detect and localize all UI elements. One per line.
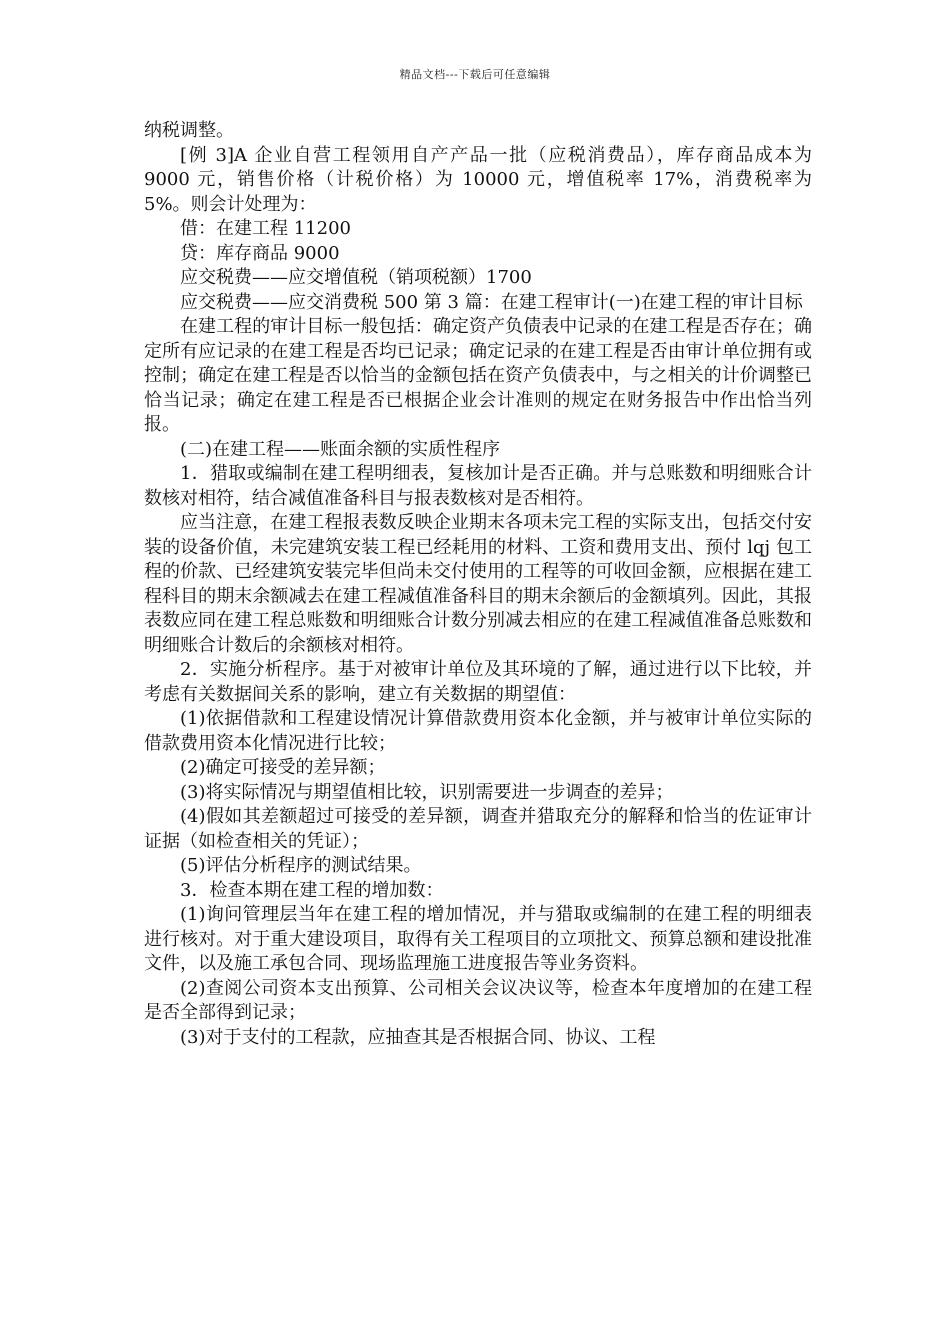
list-item: (1)依据借款和工程建设情况计算借款费用资本化金额，并与被审计单位实际的借款费用资本化情况进行比较； <box>144 708 812 754</box>
page-header: 精品文档---下载后可任意编辑 <box>399 68 551 81</box>
paragraph: 应当注意，在建工程报表数反映企业期末各项未完工程的实际支出，包括交付安装的设备价值，未完建筑安装工程已经耗用的材料、工资和费用支出、预付 lqj 包工程的价款、已经建筑安装完毕但尚未交付使用的工程等的可收回金额，应根据在建工程科目的期末余额减去在建工程减值准备科目的期末余额后的金额填列。因此，其报表数应同在建工程总账数和明细账合计数分别减去相应的在建工程减值准备总账数和明细账合计数后的余额核对相符。 <box>144 512 812 656</box>
list-item: (4)假如其差额超过可接受的差异额，调查并猎取充分的解释和恰当的佐证审计证据（如检查相关的凭证）； <box>144 806 812 852</box>
paragraph: 应交税费——应交增值税（销项税额）1700 <box>180 267 532 288</box>
paragraph: 应交税费——应交消费税 500 第 3 篇：在建工程审计(一)在建工程的审计目标 <box>180 291 803 313</box>
list-item: (1)询问管理层当年在建工程的增加情况，并与猎取或编制的在建工程的明细表进行核对。对于重大建设项目，取得有关工程项目的立项批文、预算总额和建设批准文件，以及施工承包合同、现场监理施工进度报告等业务资料。 <box>144 904 812 974</box>
list-item: (5)评估分析程序的测试结果。 <box>180 855 422 876</box>
list-item: (2)确定可接受的差异额； <box>180 757 386 778</box>
list-item: (3)对于支付的工程款，应抽查其是否根据合同、协议、工程 <box>180 1026 656 1048</box>
list-item: (2)查阅公司资本支出预算、公司相关会议决议等，检查本年度增加的在建工程是否全部得到记录； <box>144 977 812 1023</box>
paragraph: 纳税调整。 <box>144 120 234 141</box>
document-body <box>144 119 812 1050</box>
section-heading: (二)在建工程——账面余额的实质性程序 <box>180 438 501 460</box>
paragraph: 贷：库存商品 9000 <box>180 242 340 264</box>
paragraph: 在建工程的审计目标一般包括：确定资产负债表中记录的在建工程是否存在；确定所有应记录的在建工程是否均已记录；确定记录的在建工程是否由审计单位拥有或控制；确定在建工程是否以恰当的金额包括在资产负债表中，与之相关的计价调整已恰当记录；确定在建工程是否已根据企业会计准则的规定在财务报告中作出恰当列报。 <box>144 316 812 435</box>
paragraph: 2．实施分析程序。基于对被审计单位及其环境的了解，通过进行以下比较，并考虑有关数据间关系的影响，建立有关数据的期望值： <box>144 659 812 705</box>
paragraph: 1．猎取或编制在建工程明细表，复核加计是否正确。并与总账数和明细账合计数核对相符，结合减值准备科目与报表数核对是否相符。 <box>144 463 812 509</box>
paragraph: 借：在建工程 11200 <box>180 218 351 239</box>
list-item: (3)将实际情况与期望值相比较，识别需要进一步调查的差异； <box>180 781 674 803</box>
paragraph: 3．检查本期在建工程的增加数： <box>180 879 444 901</box>
paragraph: [例 3]A 企业自营工程领用自产产品一批（应税消费品），库存商品成本为 9000 元，销售价格（计税价格）为 10000 元，增值税率 17%，消费税率为 5%。则会计处理为： <box>144 144 812 215</box>
